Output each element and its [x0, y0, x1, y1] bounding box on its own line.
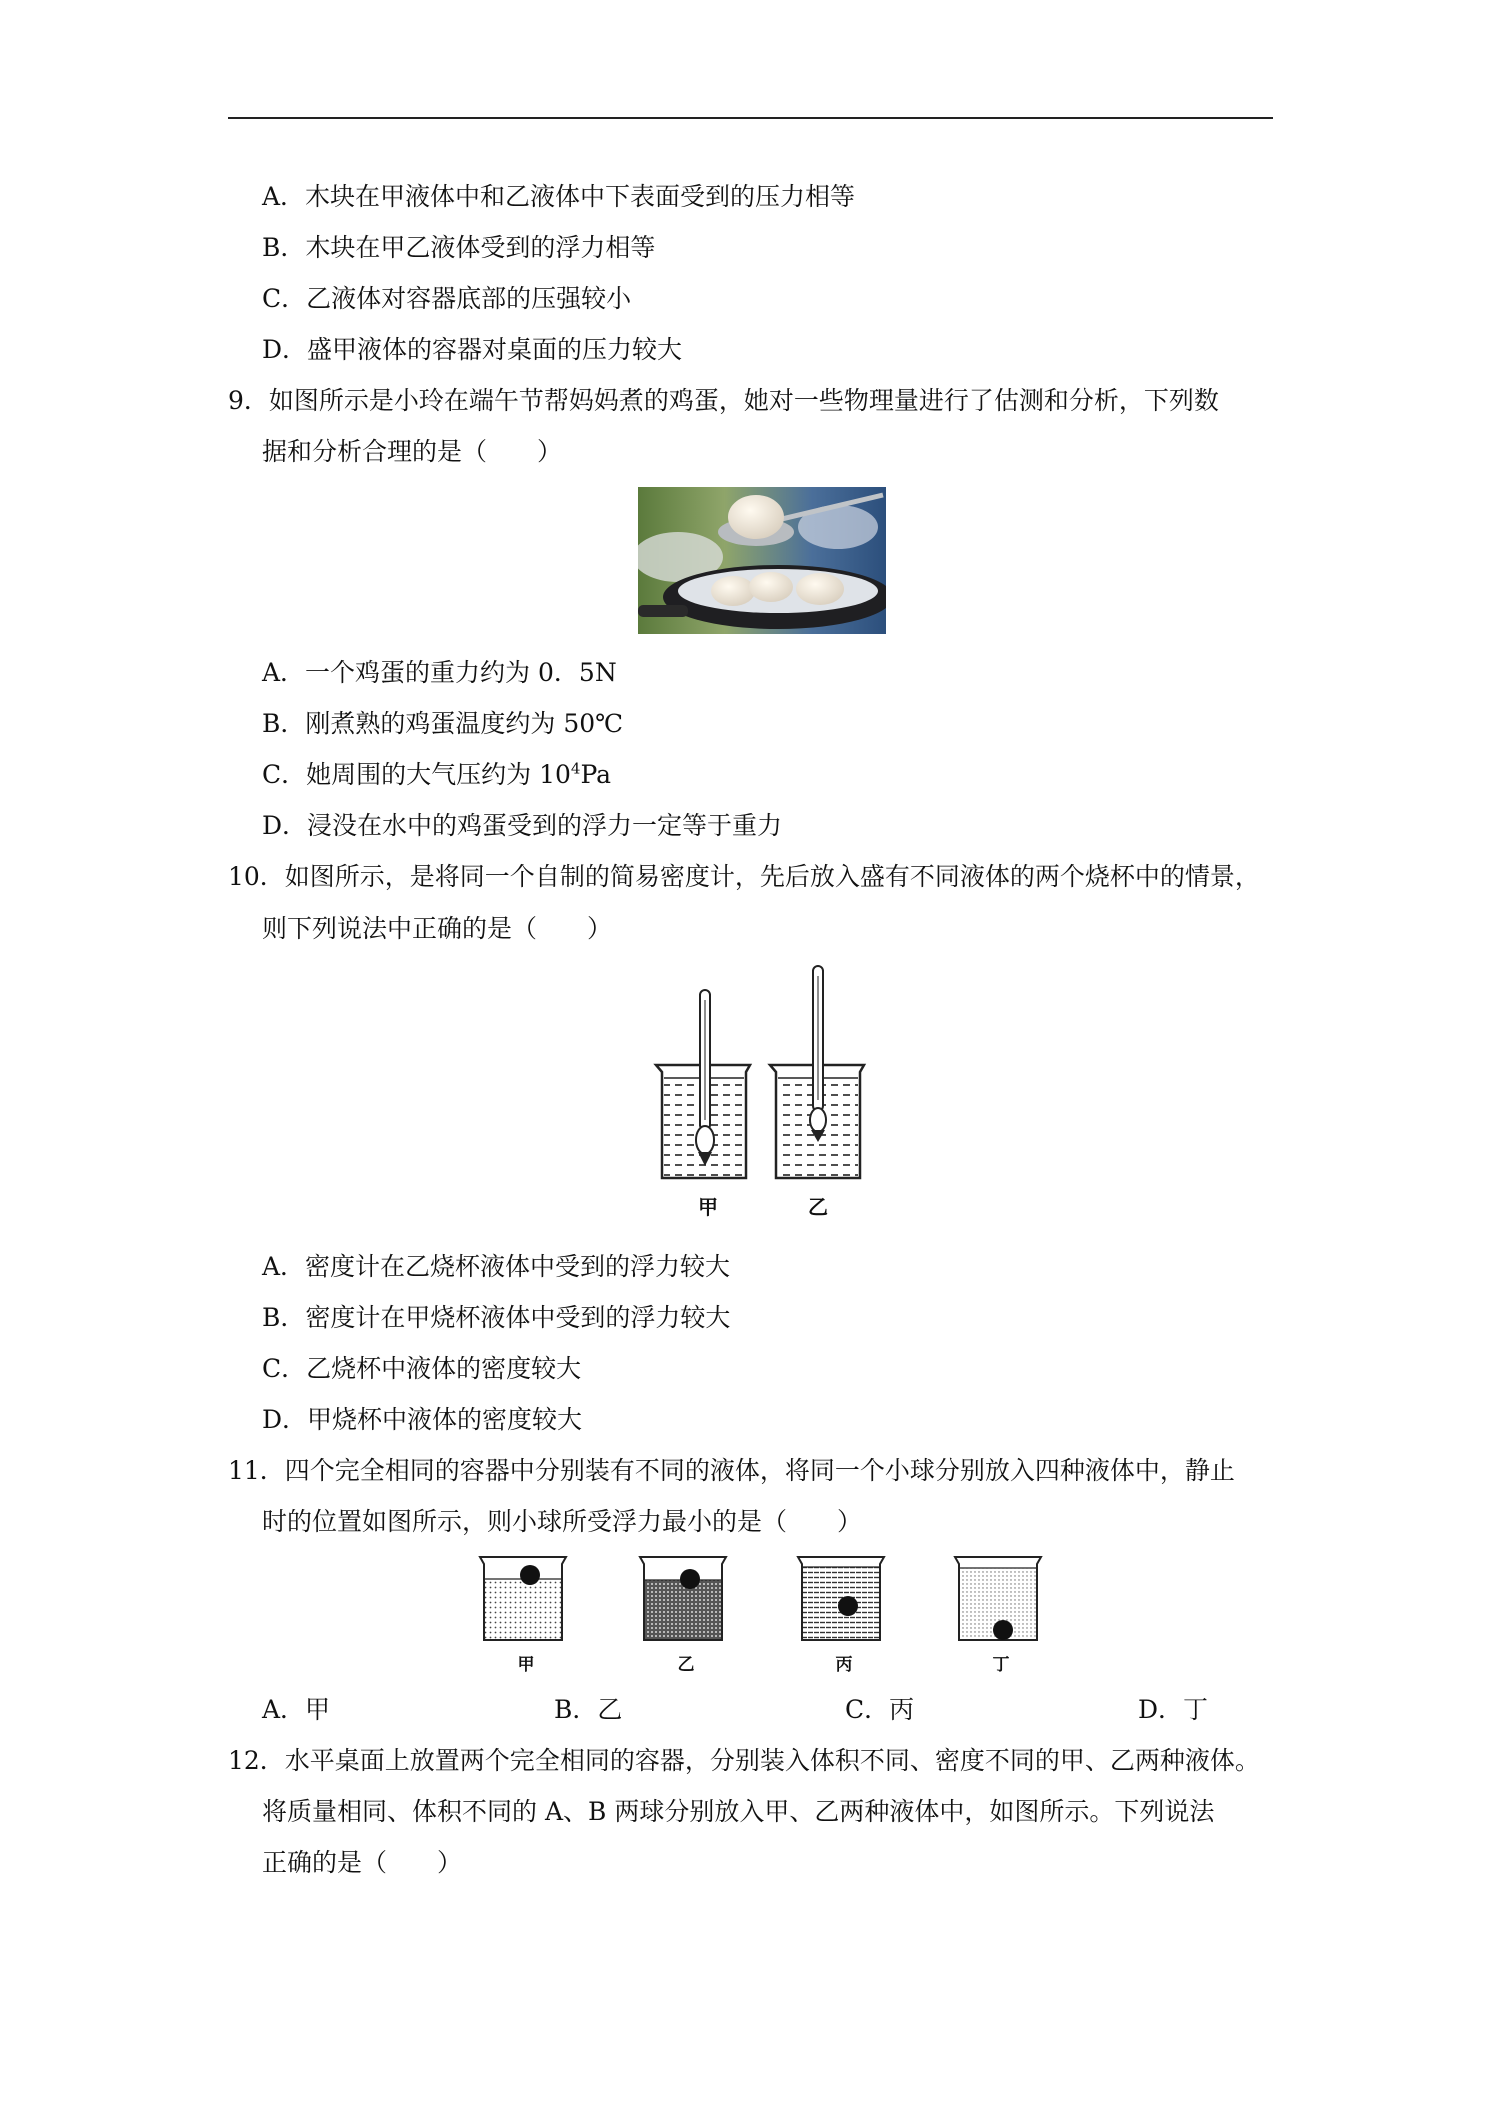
hydrometer-right: [810, 966, 826, 1142]
q9-option-a: A．一个鸡蛋的重力约为 0．5N: [262, 658, 617, 687]
q11-options-row: [262, 1693, 1272, 1727]
ball: [680, 1569, 700, 1589]
container-label-yi: 乙: [677, 1655, 695, 1675]
q9-option-c: C．她周围的大气压约为 $10^4Pa$: [262, 759, 612, 789]
q11-option-a: A．甲: [262, 1695, 331, 1724]
q10-option-d: D．甲烧杯中液体的密度较大: [262, 1405, 583, 1434]
egg-on-spoon: [728, 495, 784, 539]
ball: [838, 1596, 858, 1616]
q12-stem-line2: 将质量相同、体积不同的 A、B 两球分别放入甲、乙两种液体中，如图所示。下列说法: [262, 1797, 1215, 1826]
q8-option-b: B．木块在甲乙液体受到的浮力相等: [262, 233, 656, 262]
q9-option-d: D．浸没在水中的鸡蛋受到的浮力一定等于重力: [262, 811, 783, 840]
q8-option-c: C．乙液体对容器底部的压强较小: [262, 284, 632, 313]
q11-stem-line1: 11．四个完全相同的容器中分别装有不同的液体，将同一个小球分别放入四种液体中，静止: [228, 1456, 1235, 1485]
q12-stem-line3: 正确的是（ ）: [262, 1848, 463, 1877]
egg: [711, 576, 755, 606]
container-label-jia: 甲: [517, 1655, 535, 1675]
container-label-ding: 丁: [992, 1655, 1010, 1675]
q9-option-b: B．刚煮熟的鸡蛋温度约为 50℃: [262, 709, 624, 738]
q9-stem-line2: 据和分析合理的是（ ）: [262, 437, 563, 466]
q8-option-a: A．木块在甲液体中和乙液体中下表面受到的压力相等: [262, 182, 856, 211]
container-jia: [480, 1557, 566, 1640]
ball: [520, 1565, 540, 1585]
q12-stem-line1: 12．水平桌面上放置两个完全相同的容器，分别装入体积不同、密度不同的甲、乙两种液体。: [228, 1746, 1260, 1775]
q9-stem-line1: 9．如图所示是小玲在端午节帮妈妈煮的鸡蛋，她对一些物理量进行了估测和分析，下列数: [228, 386, 1219, 415]
q8-option-d: D．盛甲液体的容器对桌面的压力较大: [262, 335, 683, 364]
container-yi: [640, 1557, 726, 1640]
q11-option-d: D．丁: [1138, 1695, 1209, 1724]
q11-option-c: C．丙: [845, 1695, 915, 1724]
q10-option-a: A．密度计在乙烧杯液体中受到的浮力较大: [262, 1252, 731, 1281]
q10-stem-line1: 10．如图所示，是将同一个自制的简易密度计，先后放入盛有不同液体的两个烧杯中的情景，: [228, 862, 1260, 891]
egg: [796, 573, 844, 605]
q10-stem-line2: 则下列说法中正确的是（ ）: [262, 914, 613, 943]
q11-containers-figure: [478, 1550, 1058, 1680]
q10-option-b: B．密度计在甲烧杯液体中受到的浮力较大: [262, 1303, 731, 1332]
fig-label-left: 甲: [698, 1195, 718, 1219]
q10-option-c: C．乙烧杯中液体的密度较大: [262, 1354, 582, 1383]
fig-label-right: 乙: [808, 1195, 828, 1219]
ball: [993, 1620, 1013, 1640]
header-rule: [228, 117, 1273, 119]
pot-handle: [638, 605, 688, 617]
q11-option-b: B．乙: [554, 1695, 623, 1724]
q9-egg-photo: [638, 487, 886, 634]
container-label-bing: 丙: [835, 1655, 853, 1675]
q11-stem-line2: 时的位置如图所示，则小球所受浮力最小的是（ ）: [262, 1507, 863, 1536]
container-bing: [798, 1557, 884, 1640]
egg: [749, 572, 793, 602]
q10-hydrometer-figure: [650, 960, 870, 1225]
exponent: 4: [570, 759, 581, 778]
container-ding: [955, 1557, 1041, 1640]
